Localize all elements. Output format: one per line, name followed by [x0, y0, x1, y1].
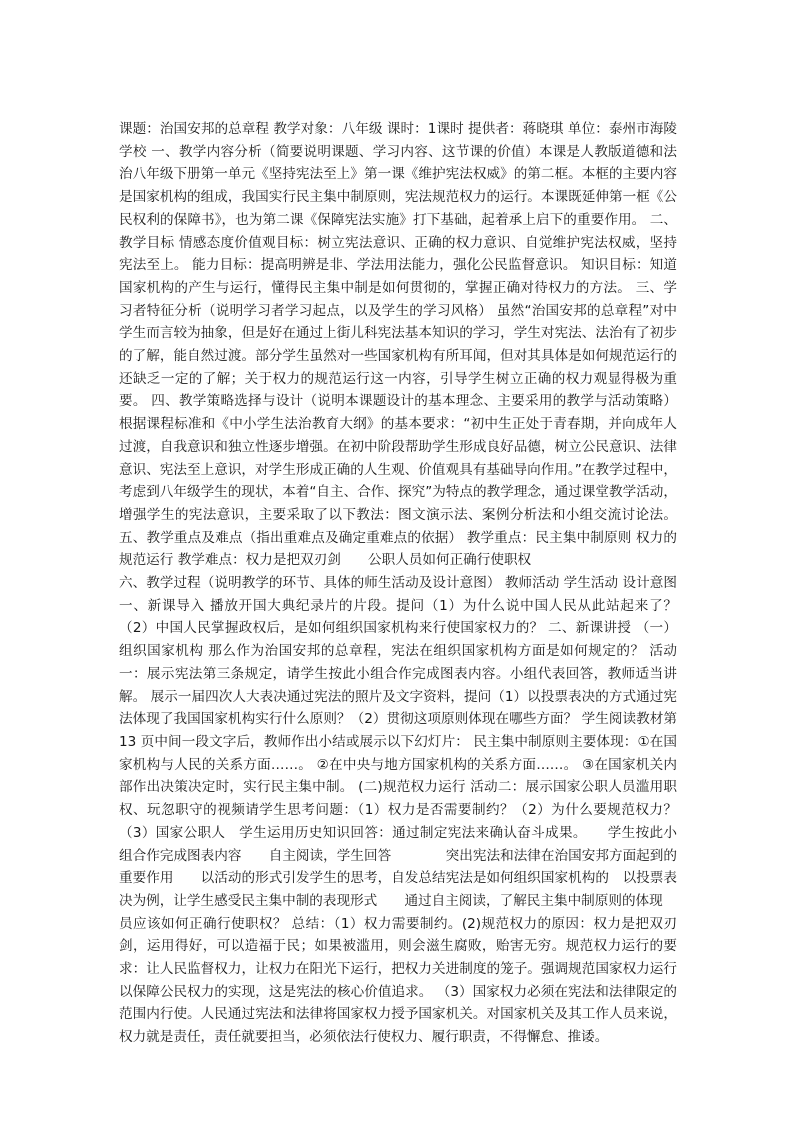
paragraph: 六、教学过程（说明教学的环节、具体的师生活动及设计意图） 教师活动 学生活动 设计意图一、新课导入 播放开国大典纪录片的片段。提问（1）为什么说中国人民从此站起来了？（2）中国人民掌握政权后，是如何组织国家机构来行使国家权力的？ 二、新课讲授 （一）组织国家机构 那么作为治国安邦的总章程，宪法在组织国家机构方面是如何规定的？ 活动一：展示宪法第三条规定，请学生按此小组合作完成图表内容。小组代表回答，教师适当讲解。 展示一届四次人大表决通过宪法的照片及文字资料，提问（1）以投票表决的方式通过宪法体现了我国国家机构实行什么原则？（2）贯彻这项原则体现在哪些方面？ 学生阅读教材第 13 页中间一段文字后，教师作出小结或展示以下幻灯片： 民主集中制原则主要体现：①在国家机构与人民的关系方面……。 ②在中央与地方国家机构的关系方面……。 ③在国家机关内部作出决策决定时，实行民主集中制。 (二)规范权力运行 活动二：展示国家公职人员滥用职权、玩忽职守的视频请学生思考问题：（1）权力是否需要制约？（2）为什么要规范权力？ （3）国家公职人 学生运用历史知识回答：通过制定宪法来确认奋斗成果。 学生按此小组合作完成图表内容 自主阅读，学生回答 突出宪法和法律在治国安邦方面起到的重要作用 以活动的形式引发学生的思考，自发总结宪法是如何组织国家机构的 以投票表决为例，让学生感受民主集中制的表现形式 通过自主阅读，了解民主集中制原则的体现: [119, 575, 677, 909]
paragraph: 员应该如何正确行使职权？ 总结：（1）权力需要制约。(2)规范权力的原因：权力是把双刃剑，运用得好，可以造福于民；如果被滥用，则会滋生腐败，贻害无穷。规范权力运行的要求：让人民监督权力，让权力在阳光下运行，把权力关进制度的笼子。强调规范国家权力运行以保障公民权力的实现，这是宪法的核心价值追求。 （3）国家权力必须在宪法和法律限定的范围内行使。人民通过宪法和法律将国家权力授予国家机关。对国家机关及其工作人员来说，权力就是责任，责任就要担当，必须依法行使权力、履行职责，不得懈怠、推诿。: [119, 915, 677, 1046]
paragraph: 课题：治国安邦的总章程 教学对象：八年级 课时：1课时 提供者：蒋晓琪 单位：泰州市海陵学校 一、教学内容分析（简要说明课题、学习内容、这节课的价值）本课是人教版道德和法治八年级下册第一单元《坚持宪法至上》第一课《维护宪法权威》的第二框。本框的主要内容是国家机构的组成，我国实行民主集中制原则，宪法规范权力的运行。本课既延伸第一框《公民权利的保障书》，也为第二课《保障宪法实施》打下基础，起着承上启下的重要作用。 二、教学目标 情感态度价值观目标：树立宪法意识、正确的权力意识、自觉维护宪法权威，坚持宪法至上。 能力目标：提高明辨是非、学法用法能力，强化公民监督意识。 知识目标：知道国家机构的产生与运行，懂得民主集中制是如何贯彻的，掌握正确对待权力的方法。 三、学习者特征分析（说明学习者学习起点，以及学生的学习风格） 虽然“治国安邦的总章程”对中学生而言较为抽象，但是好在通过上街儿科宪法基本知识的学习，学生对宪法、法治有了初步的了解，能自然过渡。部分学生虽然对一些国家机构有所耳闻，但对其具体是如何规范运行的还缺乏一定的了解；关于权力的规范运行这一内容，引导学生树立正确的权力观显得极为重要。 四、教学策略选择与设计（说明本课题设计的基本理念、主要采用的教学与活动策略） 根据课程标准和《中小学生法治教育大纲》的基本要求：“初中生正处于青春期，并向成年人过渡，自我意识和独立性逐步增强。在初中阶段帮助学生形成良好品德，树立公民意识、法律意识、宪法至上意识，对学生形成正确的人生观、价值观具有基础导向作用。”在教学过程中，考虑到八年级学生的现状，本着“自主、合作、探究”为特点的教学理念，通过课堂教学活动，增强学生的宪法意识，主要采取了以下教法：图文演示法、案例分析法和小组交流讨论法。 五、教学重点及难点（指出重难点及确定重难点的依据） 教学重点：民主集中制原则 权力的规范运行 教学难点：权力是把双刃剑 公职人员如何正确行使职权: [119, 121, 677, 569]
document-body: [119, 118, 677, 1049]
